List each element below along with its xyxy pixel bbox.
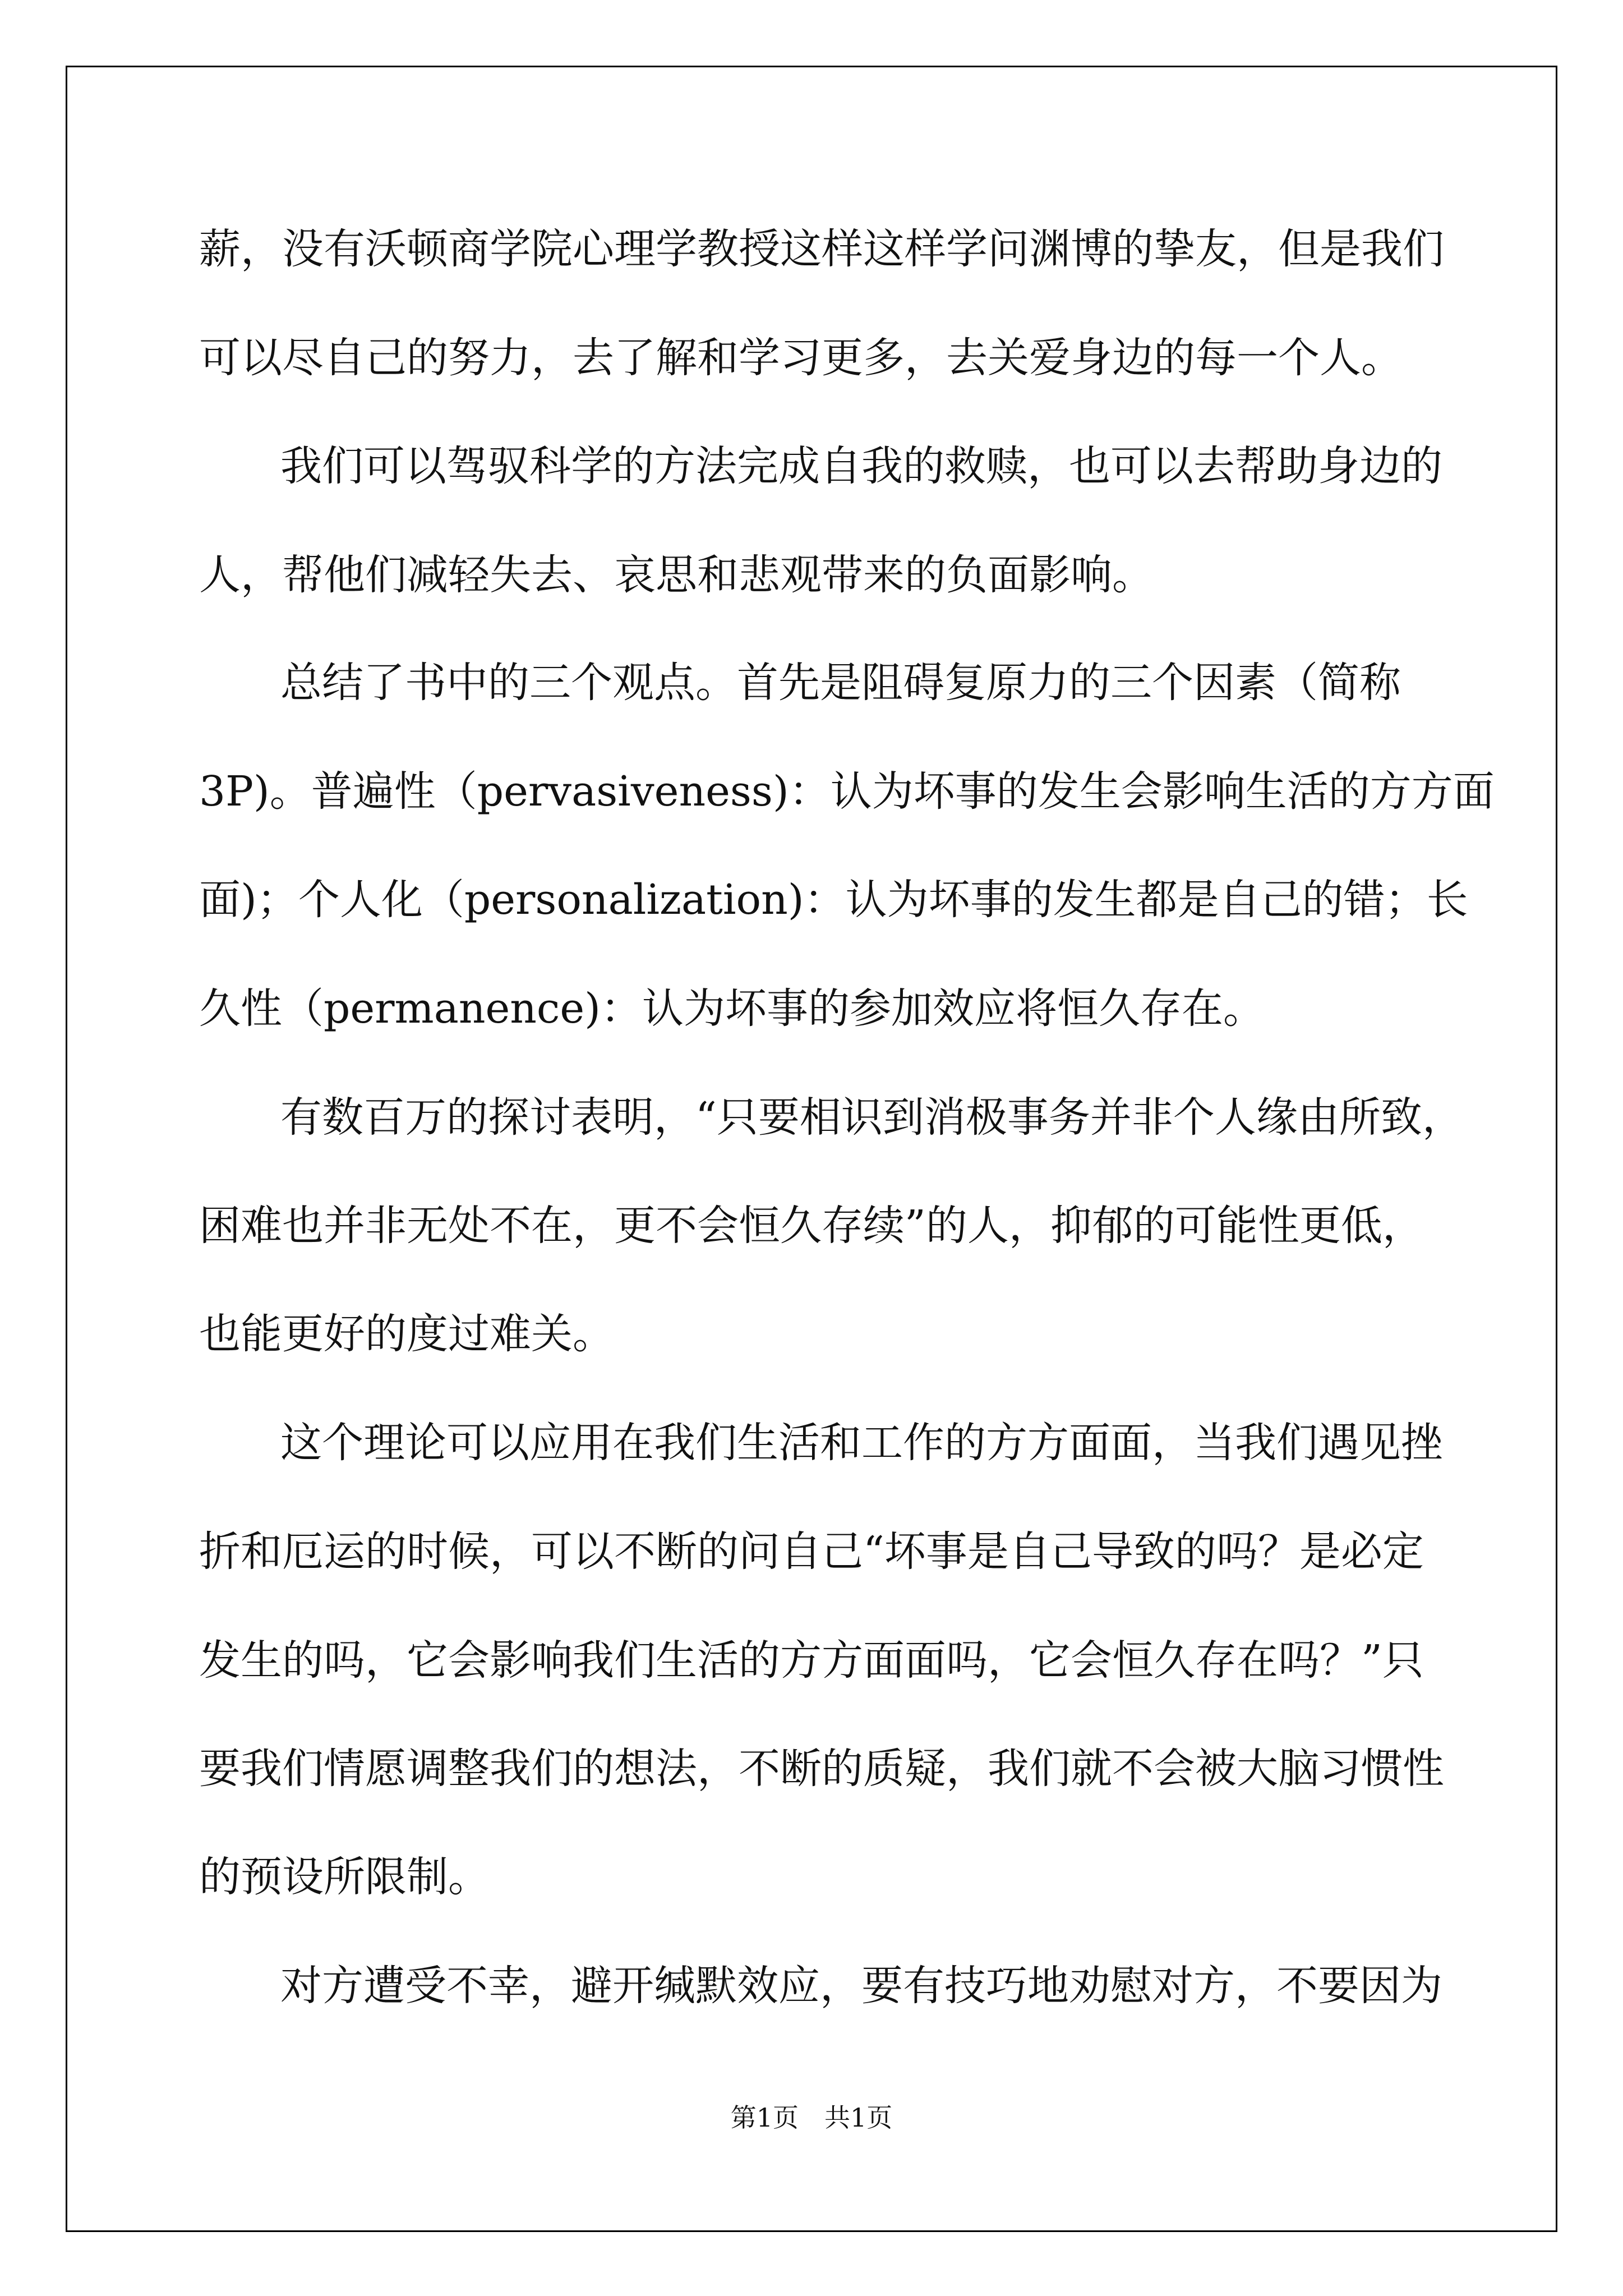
paragraph-first-line: 对方遭受不幸，避开缄默效应，要有技巧地劝慰对方，不要因为	[280, 1962, 1442, 2010]
text-line: 可以尽自己的努力，去了解和学习更多，去关爱身边的每一个人。	[199, 334, 1403, 382]
text-line: 要我们情愿调整我们的想法，不断的质疑，我们就不会被大脑习惯性	[199, 1745, 1444, 1793]
text-line: 折和厄运的时候，可以不断的问自己“坏事是自己导致的吗？是必定	[199, 1527, 1424, 1576]
paragraph-first-line: 这个理论可以应用在我们生活和工作的方方面面，当我们遇见挫	[280, 1419, 1442, 1467]
text-line: 薪，没有沃顿商学院心理学教授这样这样学问渊博的挚友，但是我们	[199, 225, 1444, 273]
text-line: 3P)。普遍性（pervasiveness)：认为坏事的发生会影响生活的方方面	[199, 767, 1495, 816]
paragraph-first-line: 总结了书中的三个观点。首先是阻碍复原力的三个因素（简称	[280, 659, 1401, 707]
page-number-footer: 第1页 共1页	[730, 2102, 893, 2133]
paragraph-first-line: 有数百万的探讨表明，“只要相识到消极事务并非个人缘由所致，	[280, 1093, 1464, 1142]
text-line: 面)；个人化（personalization)：认为坏事的发生都是自己的错；长	[199, 876, 1468, 924]
text-line: 的预设所限制。	[199, 1853, 490, 1901]
text-line: 久性（permanence)：认为坏事的参加效应将恒久存在。	[199, 984, 1265, 1033]
paragraph-first-line: 我们可以驾驭科学的方法完成自我的救赎，也可以去帮助身边的	[280, 442, 1442, 490]
text-line: 困难也并非无处不在，更不会恒久存续”的人，抑郁的可能性更低，	[199, 1202, 1424, 1250]
text-line: 发生的吗，它会影响我们生活的方方面面吗，它会恒久存在吗？”只	[199, 1636, 1424, 1685]
text-line: 也能更好的度过难关。	[199, 1310, 614, 1358]
text-line: 人，帮他们减轻失去、哀思和悲观带来的负面影响。	[199, 551, 1154, 599]
